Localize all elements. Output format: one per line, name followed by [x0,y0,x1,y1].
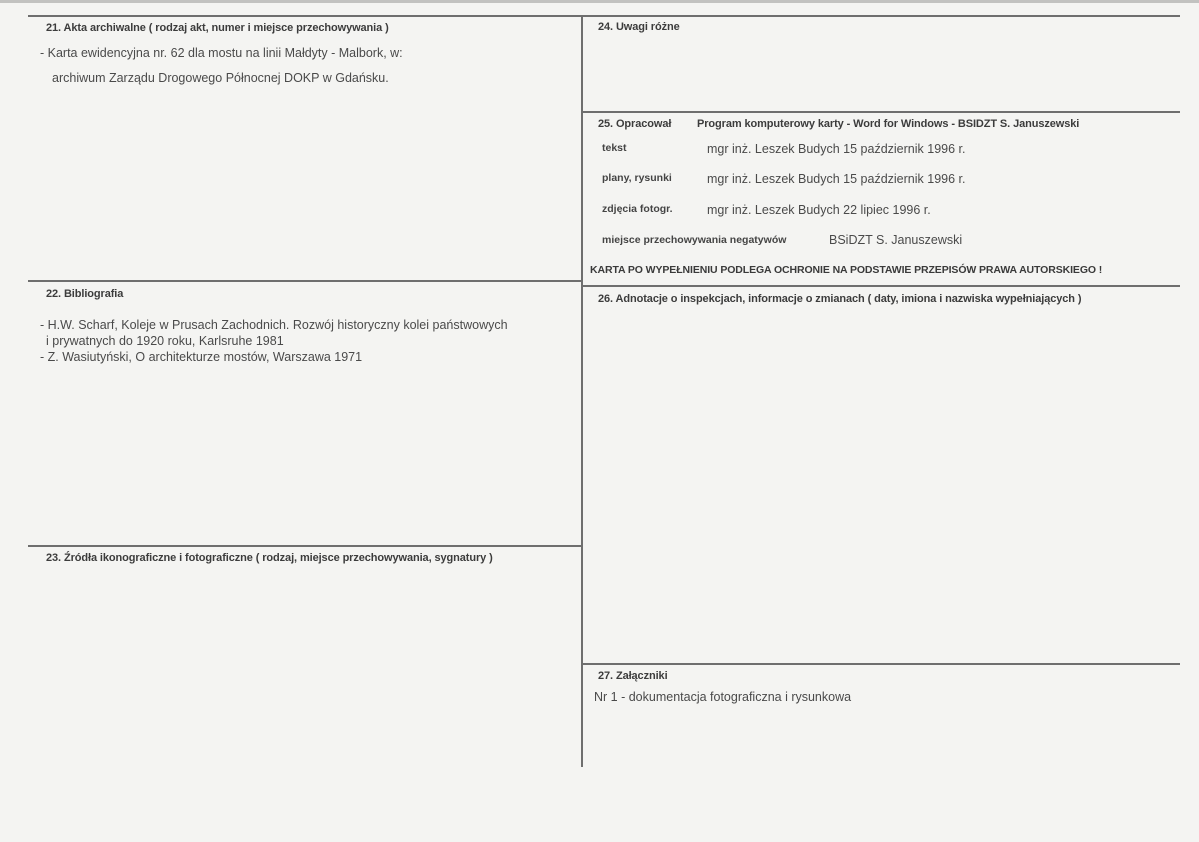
section-22-title: 22. Bibliografia [46,288,124,300]
section-22-line-2: i prywatnych do 1920 roku, Karlsruhe 1981 [46,334,284,348]
copyright-warning: KARTA PO WYPEŁNIENIU PODLEGA OCHRONIE NA PODSTAWIE PRZEPISÓW PRAWA AUTORSKIEGO ! [590,264,1103,276]
divider-21-22 [28,280,582,282]
top-border-right [582,15,1180,17]
negatives-location-value: BSiDZT S. Januszewski [829,233,963,247]
section-25-title: 25. Opracował [598,118,672,130]
section-23-title: 23. Źródła ikonograficzne i fotograficzne ( rodzaj, miejsce przechowywania, sygnatury ) [46,552,493,564]
section-26-title: 26. Adnotacje o inspekcjach, informacje o zmianach ( daty, imiona i nazwiska wypełniających ) [598,293,1082,305]
section-21-line-1: - Karta ewidencyjna nr. 62 dla mostu na linii Małdyty - Malbork, w: [40,46,403,60]
section-24-title: 24. Uwagi różne [598,21,680,33]
scan-top-edge [0,0,1199,3]
section-25-program: Program komputerowy karty - Word for Windows - BSIDZT S. Januszewski [697,118,1080,130]
author-row-value-text: mgr inż. Leszek Budych 15 październik 1996 r. [707,142,966,156]
section-27-line-1: Nr 1 - dokumentacja fotograficzna i rysunkowa [594,690,852,704]
divider-22-23 [28,545,582,547]
top-border-left [28,15,582,17]
divider-25-26 [582,285,1180,287]
author-row-label-photos: zdjęcia fotogr. [602,203,673,215]
section-22-line-3: - Z. Wasiutyński, O architekturze mostów, Warszawa 1971 [40,350,363,364]
negatives-location-label: miejsce przechowywania negatywów [602,234,787,246]
section-22-line-1: - H.W. Scharf, Koleje w Prusach Zachodnich. Rozwój historyczny kolei państwowych [40,318,508,332]
author-row-value-drawings: mgr inż. Leszek Budych 15 październik 1996 r. [707,172,966,186]
author-row-label-drawings: plany, rysunki [602,172,672,184]
center-divider [581,15,583,767]
divider-26-27 [582,663,1180,665]
section-21-line-2: archiwum Zarządu Drogowego Północnej DOKP w Gdańsku. [52,71,389,85]
divider-24-25 [582,111,1180,113]
author-row-value-photos: mgr inż. Leszek Budych 22 lipiec 1996 r. [707,203,931,217]
section-27-title: 27. Załączniki [598,670,668,682]
author-row-label-text: tekst [602,142,627,154]
section-21-title: 21. Akta archiwalne ( rodzaj akt, numer i miejsce przechowywania ) [46,22,389,34]
